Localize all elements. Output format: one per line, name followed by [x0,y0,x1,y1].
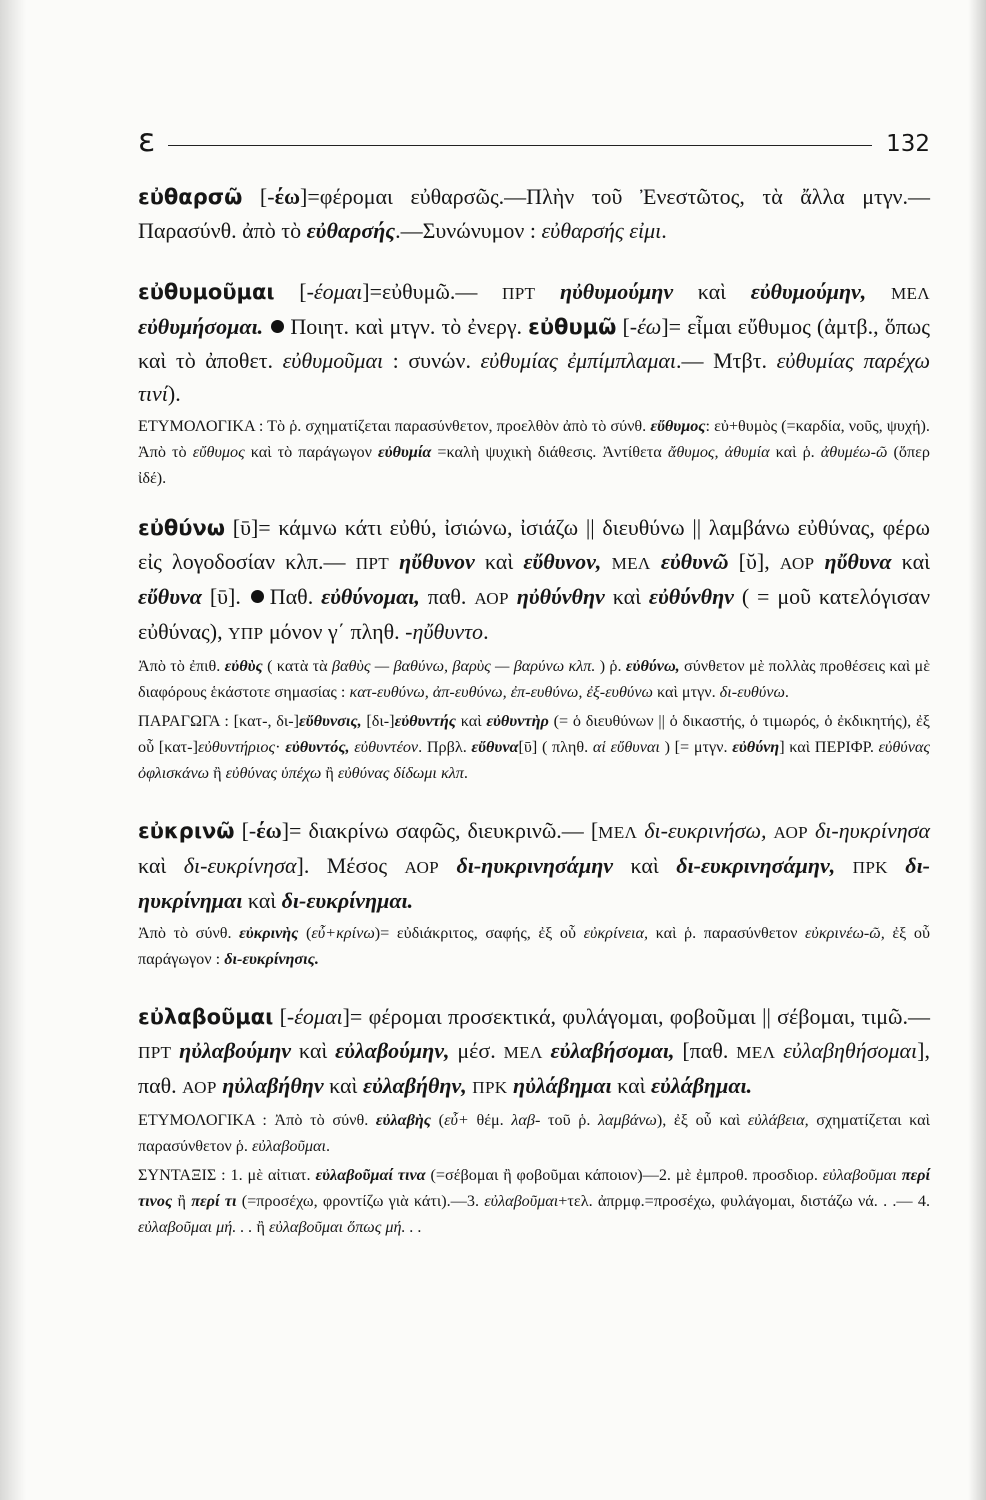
styled-text: εὐλαβοῦμαι [484,1192,559,1210]
text-run: ἢ [321,764,338,782]
text-run: . [326,1137,331,1155]
text-run: [δι-] [361,712,395,730]
styled-text: εὐθύνας ὀφλισκάνω [138,738,930,782]
styled-text: εὐλαβούμην, [335,1038,450,1063]
headword: εὐθυμῶ [528,315,617,339]
text-run [263,314,269,339]
styled-text: εὖ+κρίνω [311,924,375,942]
text-run: καὶ [613,853,677,878]
text-run: καὶ μτγν. [652,683,720,701]
text-run: ( = μοῦ κατελόγισαν εὐθύνας), [138,584,931,644]
styled-text: ἀθυμέω-ῶ [820,443,888,461]
text-run: ), ἐξ οὗ καὶ [656,1111,748,1129]
styled-text: ηὐθύνθην [516,584,605,609]
styled-text: ηὐλάβημαι [513,1073,612,1098]
text-run: . [661,218,667,243]
styled-text: εὐλαβοῦμαι ὅπως μή. . . [269,1218,422,1236]
styled-text: δι-ευκρίνημαι. [281,888,414,913]
text-run: .—Συνώνυμον : [395,218,542,243]
text-run: +τελ. ἀπρμφ.=προσέχω, φυλάγομαι, διστάζω νά. . .— 4. [558,1192,931,1210]
entry-definition [138,814,930,917]
styled-text: δι-ηυκρίνησα [815,818,931,843]
text-run: ], παθ. [138,1038,930,1098]
styled-text: εὔθυμος [192,443,245,461]
styled-text: περί τι [191,1192,237,1210]
entry-definition [138,180,930,247]
entry-notes [138,1107,930,1240]
grammar-abbrev: ΑΟΡ [182,1078,217,1097]
grammar-abbrev: ΠΡΚ [472,1078,508,1097]
grammar-abbrev: ΑΟΡ [404,858,440,877]
text-run [766,818,773,843]
styled-text: εὐθυντέον [354,738,419,756]
page-header [138,122,930,162]
text-run: ( [298,924,312,942]
entry-definition [138,1000,930,1104]
page-number: 132 [886,131,930,157]
text-run: [- [234,818,257,843]
text-run: καὶ [242,888,282,913]
text-run: ΣΥΝΤΑΞΙΣ : 1. μὲ αἰτιατ. [138,1166,316,1184]
text-run: ]= φέρομαι προσεκτικά, φυλάγομαι, φοβοῦμαι || σέβομαι, τιμῶ.— [342,1004,931,1029]
styled-text: εὐλαβήσομαι, [550,1038,675,1063]
styled-text: εὐκρινὴς [239,924,299,942]
styled-text: εὐθυμήσομαι. [138,314,264,339]
styled-text: εὖ+ [444,1111,469,1129]
text-run [814,549,824,574]
dictionary-entry [138,511,930,786]
entry-definition [138,511,930,650]
text-run: [ῠ], [728,549,780,574]
text-run: σχηματίζεται καὶ παρασύνθετον ῥ. [138,1111,931,1155]
styled-text: εὐλαβοῦμαι [251,1137,326,1155]
styled-text: εὐθυντός, [285,738,350,756]
styled-text: δι-ευκρίνησα [183,853,297,878]
text-run: καὶ [891,549,931,574]
styled-text: εὔθυνα [471,738,519,756]
text-run: [- [616,314,638,339]
text-run: [ῡ] ( πληθ. [518,738,593,756]
text-run: ]= εἶμαι εὔθυμος (ἀμτβ., ὅπως καὶ τὸ ἀποθετ. [138,314,931,373]
text-run: [ῡ]= κάμνω κάτι εὐθύ, ἰσιώνω, ἰσιάζω || διευθύνω || λαμβάνω εὐθύνας, φέρω εἰς λογοδοσίαν κλπ.— [138,515,930,574]
text-run [439,853,456,878]
text-run: ). [167,381,181,406]
styled-text: εὐθὺς [224,657,263,675]
text-run: [- [273,1004,295,1029]
text-run [389,549,399,574]
text-run [888,853,905,878]
text-run: )= εὐδιάκριτος, σαφής, ἐξ οὗ [374,924,584,942]
styled-text: εὐθυμοῦμαι [282,348,384,373]
text-run: καὶ τὸ παράγωγον [244,443,378,461]
text-run [543,1038,551,1063]
entry-definition [138,275,930,410]
headword: εὐκρινῶ [138,819,235,843]
styled-text: εὐθύνθην [648,584,734,609]
text-run: καὶ ῥ. [769,443,821,461]
text-run: ]. Μέσος [296,853,405,878]
text-run [866,279,891,304]
text-run [651,549,661,574]
styled-text: λαμβάνω [598,1111,657,1129]
text-run: Ποιητ. καὶ μτγν. τὸ ἐνεργ. [290,314,529,339]
styled-text: έομαι [313,279,363,304]
text-run: ] καὶ ΠΕΡΙΦΡ. [779,738,879,756]
styled-text: εὐθυνῶ [660,549,729,574]
grammar-abbrev: ΥΠΡ [228,624,264,643]
grammar-abbrev: ΠΡΤ [138,1043,172,1062]
text-run: Ἀπὸ τὸ ἐπιθ. [138,657,225,675]
styled-text: δι-ευκρινησάμην, [676,853,836,878]
text-run: . [463,764,468,782]
text-run: . [784,683,789,701]
text-run: ( κατὰ τὰ [262,657,332,675]
styled-text: έομαι [294,1004,343,1029]
text-run [535,279,560,304]
headword: εὐθύνω [138,516,226,540]
entry-note-paragraph [138,708,930,786]
styled-text: εὐλαβὴς [375,1111,432,1129]
styled-text: εὐλάβημαι. [651,1073,753,1098]
styled-text: βαθὺς — βαθύνω, βαρὺς — βαρύνω κλπ. [331,657,596,675]
text-run: ( [431,1111,445,1129]
text-run: [- [274,279,314,304]
styled-text: περί τινος [138,1166,930,1210]
text-run: ) [= μτγν. [659,738,733,756]
styled-text: εὐθυντήριος [197,738,276,756]
text-run: καὶ [611,1073,652,1098]
styled-text: δι-ευθύνω [719,683,785,701]
text-run: καὶ [323,1073,363,1098]
styled-text: δι-ηυκρίνημαι [138,853,931,913]
text-run: ΠΑΡΑΓΩΓΑ : [κατ-, δι-] [138,712,300,730]
styled-text: εὐθύνας δίδωμι κλπ [337,764,464,782]
text-run: (=σέβομαι ἢ φοβοῦμαι κάποιον)—2. μὲ ἐμπροθ. προσδιορ. [425,1166,823,1184]
text-run: ἢ [172,1192,192,1210]
entry-notes [138,653,930,786]
grammar-abbrev: ΑΟΡ [474,589,509,608]
styled-text: εὐλαβήθην, [362,1073,467,1098]
text-run [775,1038,783,1063]
styled-text: ηὔθυνον [399,549,475,574]
styled-text: ἄθυμος, ἀθυμία [667,443,770,461]
styled-text: εὐθαρσής [306,218,396,243]
bullet-icon [251,590,264,603]
text-run: σύνθετον μὲ πολλὰς προθέσεις καὶ μὲ διαφόρους ἑκάστοτε σημασίας : [138,657,931,701]
entry-note-paragraph [138,920,930,972]
styled-text: λαβ- [511,1111,541,1129]
styled-text: δι-ευκρινήσω, [644,818,767,843]
grammar-abbrev: ΑΟΡ [779,554,815,573]
grammar-abbrev: ΜΕΛ [736,1043,776,1062]
entry-note-paragraph [138,1162,930,1240]
headword: εὐθαρσῶ [138,185,243,209]
text-run: καὶ [474,549,524,574]
styled-text: εὐλαβοῦμαι [822,1166,897,1184]
styled-text: ηὔθυντο [412,619,484,644]
styled-text: ηὐλαβούμην [179,1038,292,1063]
text-run: ΕΤΥΜΟΛΟΓΙΚΑ : Τὸ ῥ. σχηματίζεται παρασύνθετον, προελθὸν ἀπὸ τὸ σύνθ. [138,417,651,435]
text-run: μόνον γ΄ πληθ. - [263,619,413,644]
header-rule [168,145,872,146]
headword: εὐθυμοῦμαι [138,280,275,304]
styled-text: εὐθύνομαι, [321,584,420,609]
text-run: (=προσέχω, φροντίζω γιὰ κάτι).—3. [236,1192,485,1210]
dictionary-entry [138,275,930,491]
styled-text: εὐθύνη [732,738,780,756]
styled-text: εὐλαβοῦμαί τινα [315,1166,426,1184]
styled-text: δι-ευκρίνησις. [224,950,319,968]
grammar-abbrev: ΜΕΛ [503,1043,543,1062]
text-run: ΕΤΥΜΟΛΟΓΙΚΑ : Ἀπὸ τὸ σύνθ. [138,1111,376,1129]
grammar-abbrev: ΠΡΤ [355,554,390,573]
styled-text: έω [274,184,301,209]
text-run: καὶ [138,853,184,878]
text-run: καὶ [604,584,649,609]
text-run: τοῦ ῥ. [540,1111,599,1129]
styled-text: ηὐθυμούμην [559,279,674,304]
scan-shadow-left [0,0,26,1500]
grammar-abbrev: ΑΟΡ [773,823,809,842]
styled-text: εὐθυντής [394,712,456,730]
text-run: ]=φέρομαι εὐθαρσῶς.—Πλὴν τοῦ Ἐνεστῶτος, τὰ ἄλλα μτγν.—Παρασύνθ. ἀπὸ τὸ [138,184,930,243]
text-run: (= ὁ διευθύνων || ὁ δικαστής, ὁ τιμωρός, ὁ ἐκδικητής), ἐξ οὗ [κατ-] [138,712,931,756]
styled-text: εὐλάβεια, [747,1111,809,1129]
dictionary-entry [138,814,930,972]
text-run: ἐξ οὗ παράγωγον : [138,924,931,968]
styled-text: ηὐλαβήθην [222,1073,324,1098]
styled-text: εὔθυμος [650,417,706,435]
styled-text: έω [637,314,662,339]
text-run [835,853,852,878]
styled-text: έω [256,818,282,843]
text-run: ) ῥ. [595,657,626,675]
styled-text: εὔθυνα [138,584,202,609]
text-run: καὶ ῥ. παρασύνθετον [648,924,806,942]
styled-text: εὐθυμούμην, [750,279,867,304]
styled-text: εὔθυνσις, [299,712,362,730]
scan-shadow-right [968,0,986,1500]
headword: εὐλαβοῦμαι [138,1005,274,1029]
text-run [171,1038,179,1063]
styled-text: εὐλαβοῦμαι μή. . . [138,1218,253,1236]
text-run [808,818,815,843]
grammar-abbrev: ΜΕΛ [611,554,651,573]
text-run [601,549,611,574]
text-run: καὶ [291,1038,336,1063]
entry-note-paragraph [138,1107,930,1159]
entries-column [138,180,930,1264]
styled-text: δι-ηυκρινησάμην [456,853,614,878]
styled-text: εὐθυμίας ἐμπίμπλαμαι [480,348,677,373]
text-run: παθ. [419,584,475,609]
dictionary-entry [138,180,930,247]
text-run: [παθ. [674,1038,737,1063]
styled-text: εὐθύνας ὑπέχω [225,764,322,782]
text-run: θέμ. [468,1111,512,1129]
entry-notes [138,413,930,491]
text-run: Παθ. [269,584,322,609]
entry-note-paragraph [138,653,930,705]
entry-note-paragraph [138,413,930,491]
text-run: ]=εὐθυμῶ.— [362,279,502,304]
text-run: καὶ [673,279,751,304]
grammar-abbrev: ΜΕΛ [890,284,931,303]
text-run: . [483,619,489,644]
text-run: . Πρβλ. [418,738,472,756]
section-letter: ε [138,121,156,159]
text-run: ]= διακρίνω σαφῶς, διευκρινῶ.— [ [281,818,599,843]
text-run: Ἀπὸ τὸ σύνθ. [138,924,240,942]
text-run [509,584,517,609]
styled-text: εὐθυμία [377,443,432,461]
styled-text: εὐκρίνεια, [583,924,649,942]
text-run: ἢ [209,764,226,782]
styled-text: ηὔθυνα [824,549,892,574]
text-run: μέσ. [449,1038,504,1063]
styled-text: εὐθυντὴρ [486,712,549,730]
text-run: · [275,738,286,756]
styled-text: εὐκρινέω-ῶ, [805,924,885,942]
text-run: .— Μτβτ. [676,348,777,373]
grammar-abbrev: ΠΡΤ [502,284,536,303]
styled-text: εὐλαβηθήσομαι [783,1038,918,1063]
grammar-abbrev: ΜΕΛ [598,823,638,842]
text-run: [- [242,184,275,209]
bullet-icon [271,320,284,333]
text-run: =καλὴ ψυχικὴ διάθεσις. Ἀντίθετα [431,443,668,461]
text-run: : συνών. [383,348,481,373]
text-run: (ὅπερ ἰδέ). [138,443,930,487]
dictionary-entry [138,1000,930,1240]
text-run: ἢ [252,1218,270,1236]
text-run: [ῡ]. [201,584,249,609]
styled-text: αἱ εὔθυναι [592,738,660,756]
grammar-abbrev: ΠΡΚ [852,858,888,877]
styled-text: εὐθαρσής εἰμι [541,218,662,243]
styled-text: κατ-ευθύνω, ἀπ-ευθύνω, ἐπ-ευθύνω, ἐξ-ευθύνω [349,683,653,701]
styled-text: εὔθυνον, [523,549,602,574]
entry-notes [138,920,930,972]
text-run: : εὐ+θυμὸς (=καρδία, νοῦς, ψυχή). Ἀπὸ τὸ [138,417,930,461]
text-run: καὶ [455,712,487,730]
styled-text: εὐθυμίας παρέχω τινί [138,348,930,406]
styled-text: εὐθύνω, [625,657,680,675]
